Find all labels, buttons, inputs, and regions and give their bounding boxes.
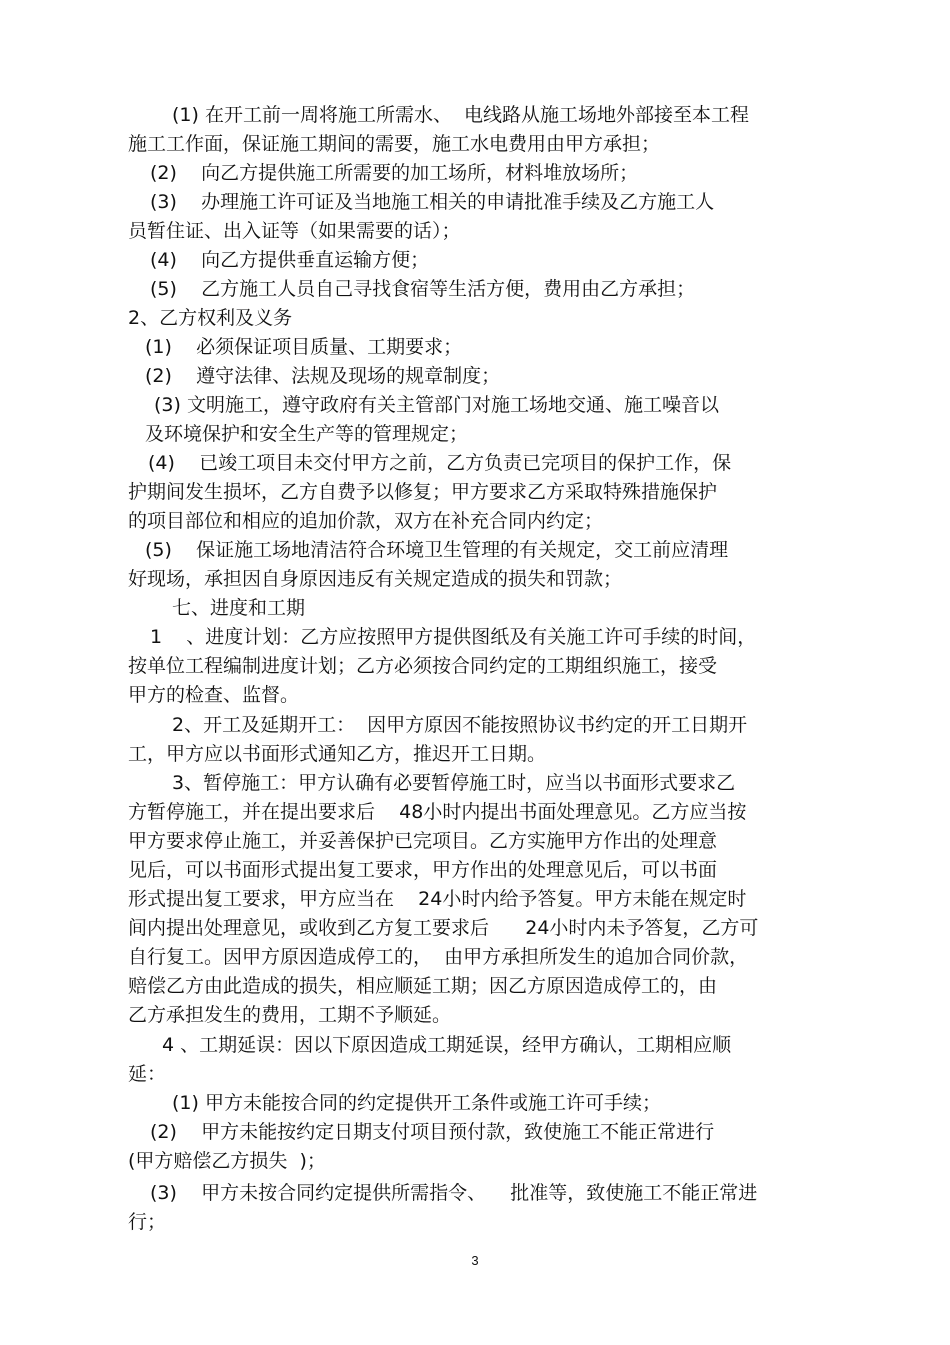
text-line: 形式提出复工要求，甲方应当在 24小时内给予答复。甲方未能在规定时 — [128, 888, 747, 910]
text-line: (4) 已竣工项目未交付甲方之前，乙方负责已完项目的保护工作，保 — [148, 452, 732, 474]
text-line: 见后，可以书面形式提出复工要求，甲方作出的处理意见后，可以书面 — [128, 859, 718, 881]
text-line: (5) 保证施工场地清洁符合环境卫生管理的有关规定，交工前应清理 — [145, 539, 729, 561]
text-line: (3) 文明施工，遵守政府有关主管部门对施工场地交通、施工噪音以 — [154, 394, 719, 416]
text-line: 护期间发生损坏，乙方自费予以修复；甲方要求乙方采取特殊措施保护 — [128, 481, 718, 503]
text-line: (2) 向乙方提供施工所需要的加工场所，材料堆放场所； — [150, 162, 639, 184]
text-line: 1 、进度计划：乙方应按照甲方提供图纸及有关施工许可手续的时间， — [150, 626, 757, 648]
text-line: 的项目部位和相应的追加价款，双方在补充合同内约定； — [128, 510, 604, 532]
text-line: 自行复工。因甲方原因造成停工的， 由甲方承担所发生的追加合同价款， — [128, 946, 749, 968]
text-line: 行； — [128, 1211, 167, 1233]
text-line: 工，甲方应以书面形式通知乙方，推迟开工日期。 — [128, 743, 547, 765]
text-line: 甲方要求停止施工，并妥善保护已完项目。乙方实施甲方作出的处理意 — [128, 830, 718, 852]
text-line: (3) 甲方未按合同约定提供所需指令、 批准等，致使施工不能正常进 — [150, 1182, 758, 1204]
section-heading: 七、进度和工期 — [172, 597, 306, 619]
text-line: 延： — [128, 1063, 167, 1085]
text-line: 方暂停施工，并在提出要求后 48小时内提出书面处理意见。乙方应当按 — [128, 801, 747, 823]
text-line: 按单位工程编制进度计划；乙方必须按合同约定的工期组织施工，接受 — [128, 655, 718, 677]
text-line: (1) 必须保证项目质量、工期要求； — [145, 336, 463, 358]
section-heading: 2、乙方权利及义务 — [128, 307, 293, 329]
text-line: (2) 甲方未能按约定日期支付项目预付款，致使施工不能正常进行 — [150, 1121, 715, 1143]
text-line: 间内提出处理意见，或收到乙方复工要求后 24小时内未予答复，乙方可 — [128, 917, 759, 939]
text-line: 好现场，承担因自身原因违反有关规定造成的损失和罚款； — [128, 568, 623, 590]
text-line: 赔偿乙方由此造成的损失，相应顺延工期；因乙方原因造成停工的，由 — [128, 975, 718, 997]
text-line: (2) 遵守法律、法规及现场的规章制度； — [145, 365, 501, 387]
text-line: 2、开工及延期开工： 因甲方原因不能按照协议书约定的开工日期开 — [172, 714, 748, 736]
text-line: (1) 甲方未能按合同的约定提供开工条件或施工许可手续； — [172, 1092, 661, 1114]
text-line: 甲方的检查、监督。 — [128, 684, 300, 706]
text-line: (5) 乙方施工人员自己寻找食宿等生活方便，费用由乙方承担； — [150, 278, 696, 300]
text-line: 4 、工期延误：因以下原因造成工期延误，经甲方确认，工期相应顺 — [162, 1034, 732, 1056]
text-line: 及环境保护和安全生产等的管理规定； — [145, 423, 469, 445]
page-number: 3 — [471, 1253, 479, 1268]
text-line: (3) 办理施工许可证及当地施工相关的申请批准手续及乙方施工人 — [150, 191, 715, 213]
text-line: 施工工作面，保证施工期间的需要，施工水电费用由甲方承担； — [128, 133, 661, 155]
text-line: (甲方赔偿乙方损失 )； — [128, 1150, 326, 1172]
text-line: 3、暂停施工：甲方认确有必要暂停施工时，应当以书面形式要求乙 — [172, 772, 736, 794]
text-line: 乙方承担发生的费用，工期不予顺延。 — [128, 1004, 452, 1026]
text-line: (1) 在开工前一周将施工所需水、 电线路从施工场地外部接至本工程 — [172, 104, 750, 126]
text-line: (4) 向乙方提供垂直运输方便； — [150, 249, 430, 271]
text-line: 员暂住证、出入证等（如果需要的话）； — [128, 220, 461, 242]
